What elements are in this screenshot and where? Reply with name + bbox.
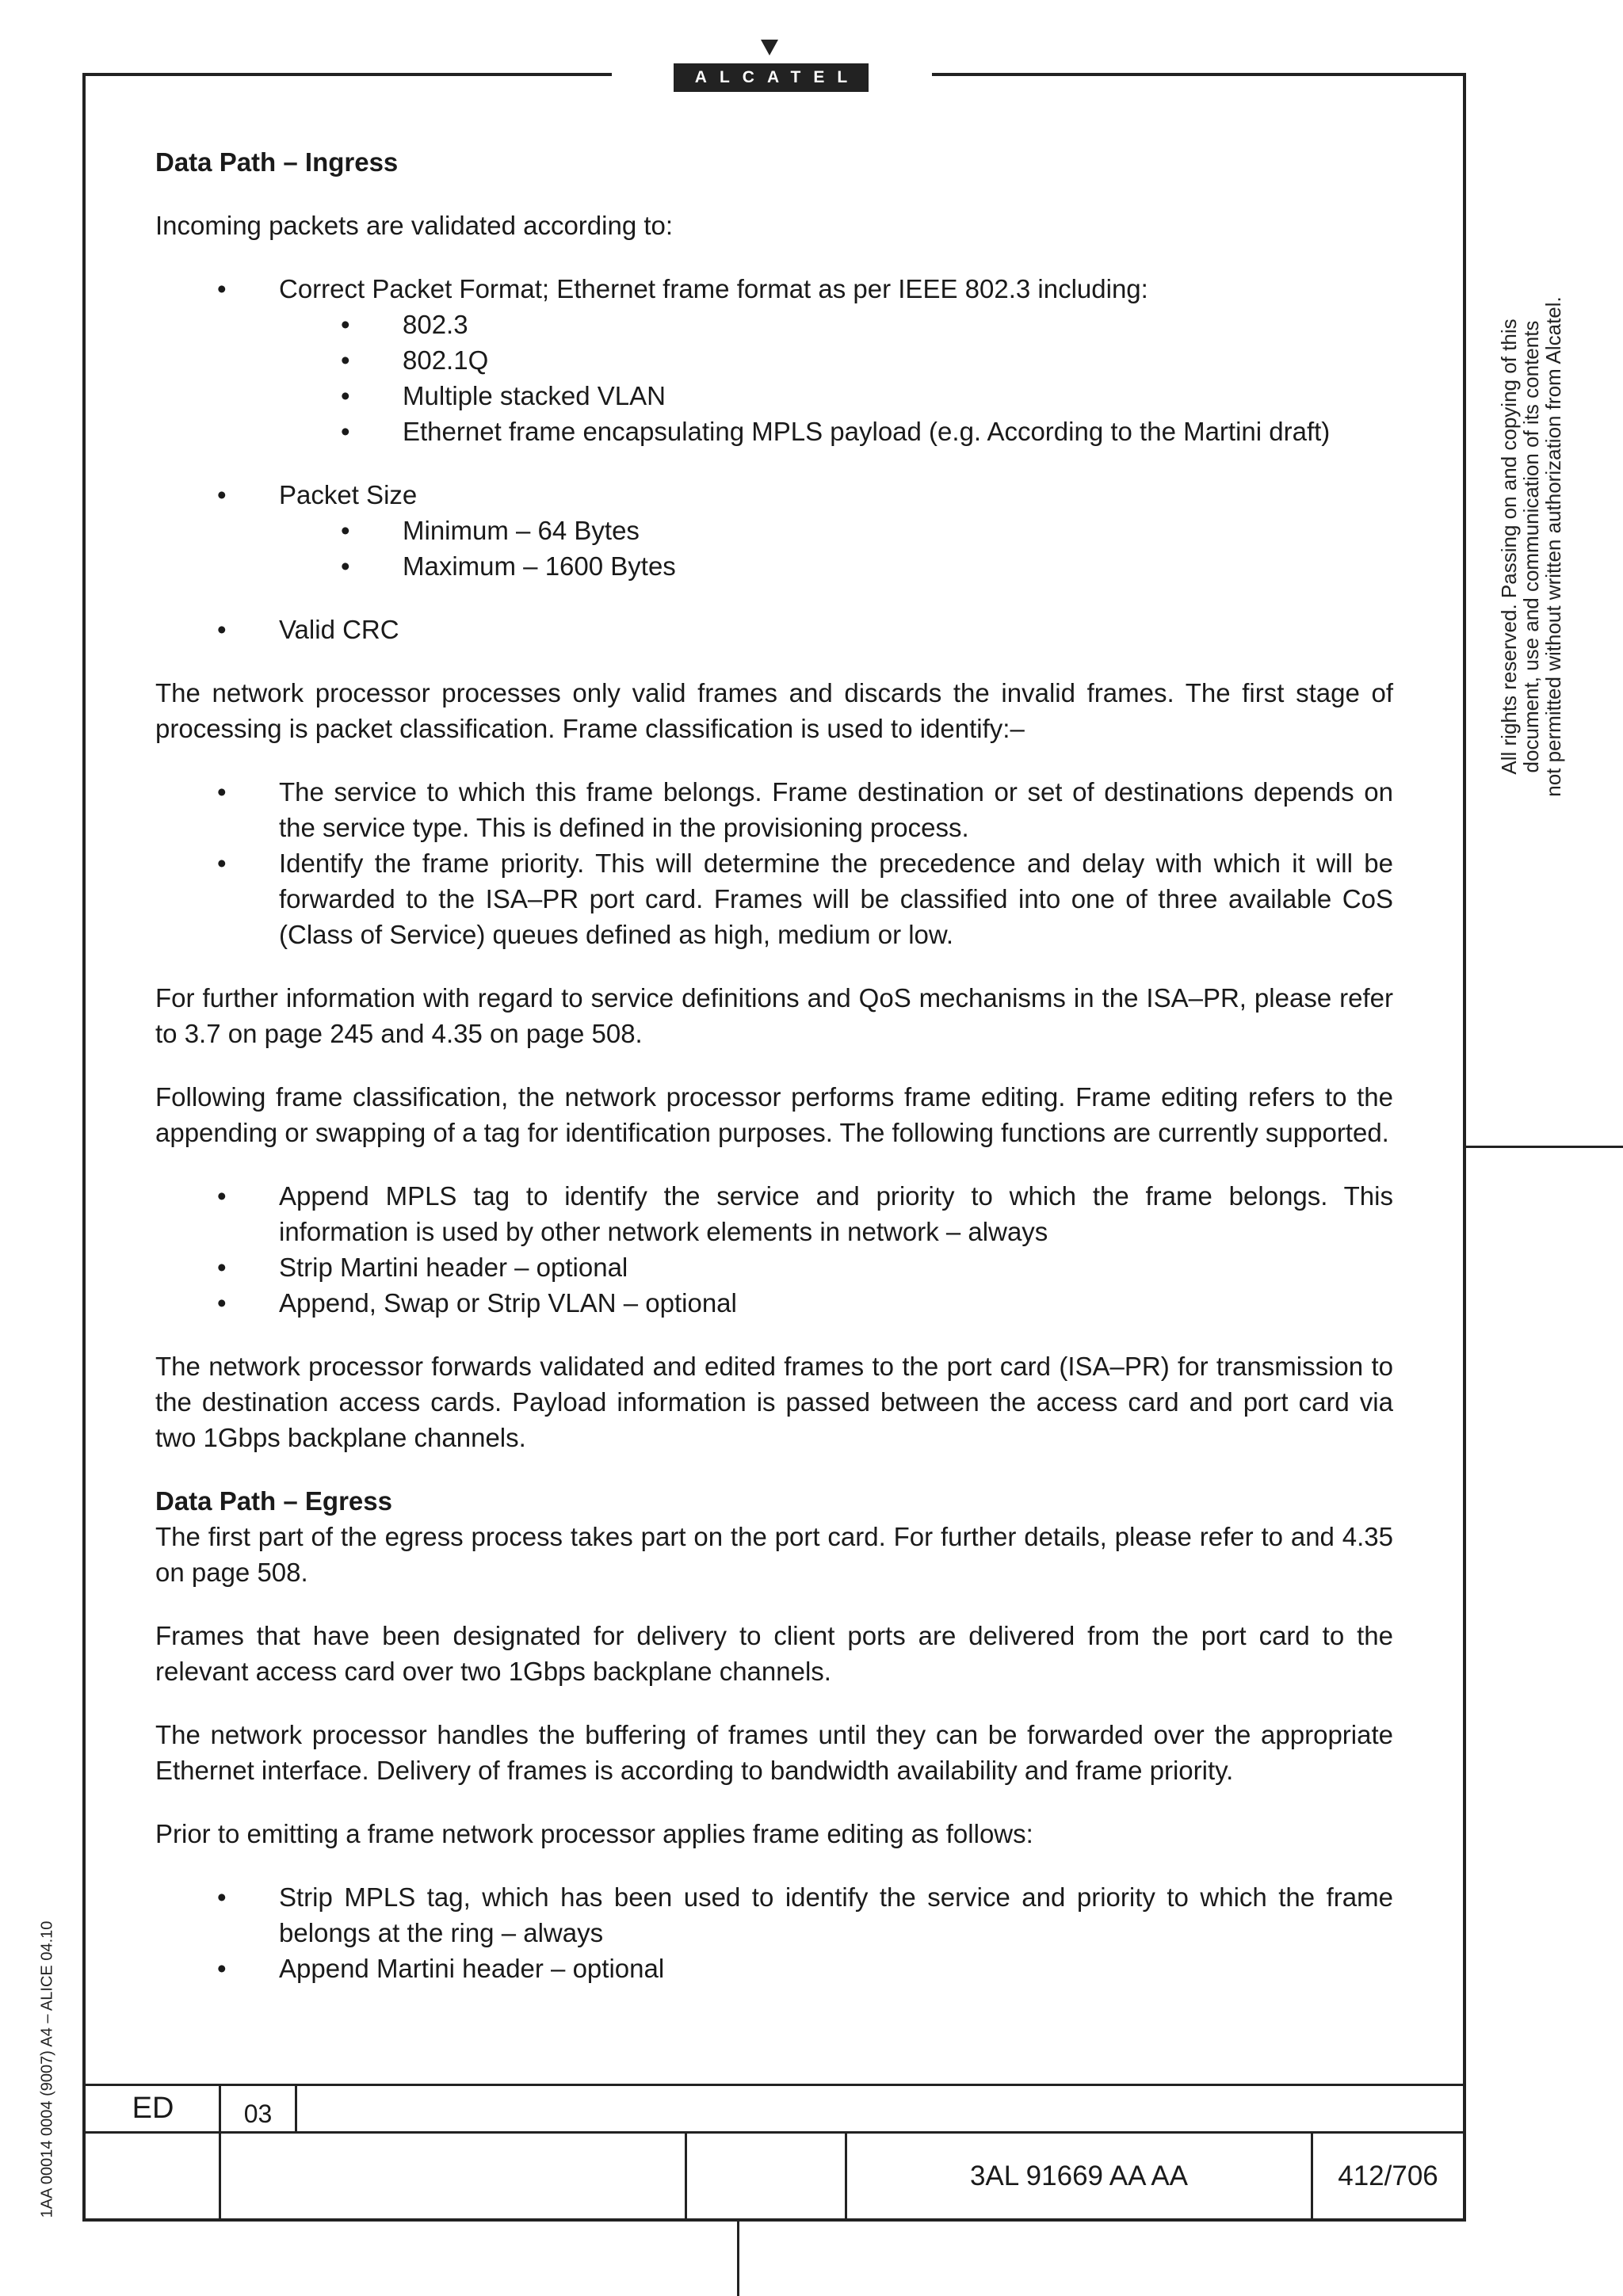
document-body: [155, 144, 1393, 2014]
logo-arrow-icon: [761, 40, 778, 55]
page-number: 412/706: [1338, 2161, 1438, 2191]
editing-functions-list: [155, 1178, 1393, 1321]
title-block-rule: [82, 2084, 1466, 2086]
section-heading-egress: Data Path – Egress: [155, 1486, 392, 1516]
title-block-divider: [295, 2084, 297, 2133]
frame-editing-paragraph: Following frame classification, the network processor performs frame editing. Frame editing refers to the appending or swapping of a tag for identification purposes. The following functions are currently supported.: [155, 1082, 1393, 1147]
egress-paragraph: The first part of the egress process takes part on the port card. For further details, please refer to and 4.35 on page 508.: [155, 1522, 1393, 1587]
sub-list-item: • Maximum – 1600 Bytes: [279, 548, 1393, 584]
validation-list: [155, 271, 1393, 449]
bottom-tick-mark: [737, 2220, 739, 2296]
frame-left-border: [82, 73, 86, 2222]
rights-notice: [1498, 261, 1564, 832]
frame-top-right-border: [932, 73, 1466, 76]
title-block-divider: [685, 2131, 687, 2220]
company-logo: [674, 40, 869, 95]
sub-list-item: • Ethernet frame encapsulating MPLS payload (e.g. According to the Martini draft): [279, 414, 1393, 449]
egress-paragraph: Frames that have been designated for delivery to client ports are delivered from the port card to the relevant access card over two 1Gbps backplane channels.: [155, 1621, 1393, 1686]
list-item: • Strip Martini header – optional: [155, 1249, 1393, 1285]
list-item-text: Correct Packet Format; Ethernet frame format as per IEEE 802.3 including:: [279, 274, 1148, 303]
sub-list-item: • Multiple stacked VLAN: [279, 378, 1393, 414]
forwarding-paragraph: The network processor forwards validated and edited frames to the port card (ISA–PR) for transmission to the destination access cards. Payload information is passed between the access card and port card via two 1Gbps backplane channels.: [155, 1352, 1393, 1452]
list-item: • The service to which this frame belongs. Frame destination or set of destinations depends on the service type. This is defined in the provisioning process.: [155, 774, 1393, 845]
egress-editing-list: [155, 1879, 1393, 1986]
list-item: • Append MPLS tag to identify the service and priority to which the frame belongs. This information is used by other network elements in network – always: [155, 1178, 1393, 1249]
margin-tick-mark: [1465, 1146, 1623, 1148]
list-item-text: Packet Size: [279, 480, 418, 509]
egress-paragraph: Prior to emitting a frame network processor applies frame editing as follows:: [155, 1819, 1033, 1848]
list-item: [155, 477, 1393, 584]
logo-text: ALCATEL: [674, 63, 869, 92]
section-heading-ingress: Data Path – Ingress: [155, 147, 399, 177]
sub-list-item: • 802.1Q: [279, 342, 1393, 378]
sub-list-item: • Minimum – 64 Bytes: [279, 513, 1393, 548]
rights-notice-line: document, use and communication of its contents: [1519, 320, 1543, 773]
rights-notice-line: All rights reserved. Passing on and copying of this: [1497, 318, 1521, 775]
sub-list-item: • 802.3: [279, 307, 1393, 342]
sub-list: [279, 307, 1393, 449]
validation-list: [155, 477, 1393, 584]
intro-paragraph: Incoming packets are validated according to:: [155, 211, 674, 240]
edition-number: 03: [243, 2100, 273, 2128]
classification-paragraph: The network processor processes only valid frames and discards the invalid frames. The first stage of processing is packet classification. Frame classification is used to identify:–: [155, 678, 1393, 743]
form-identifier: 1AA 00014 0004 (9007) A4 – ALICE 04.10: [38, 1920, 56, 2218]
sub-list: [279, 513, 1393, 584]
frame-bottom-border: [82, 2218, 1466, 2222]
classification-list: [155, 774, 1393, 952]
list-item: [155, 271, 1393, 449]
list-item: • Valid CRC: [155, 612, 1393, 647]
frame-top-left-border: [82, 73, 612, 76]
further-info-paragraph: For further information with regard to service definitions and QoS mechanisms in the ISA–PR, please refer to 3.7 on page 245 and 4.35 on page 508.: [155, 983, 1393, 1048]
list-item: • Identify the frame priority. This will determine the precedence and delay with which it will be forwarded to the ISA–PR port card. Frames will be classified into one of three available CoS (Class of Service) queues defined as high, medium or low.: [155, 845, 1393, 952]
edition-label: ED: [132, 2092, 174, 2125]
list-item: • Append Martini header – optional: [155, 1951, 1393, 1986]
list-item: • Strip MPLS tag, which has been used to identify the service and priority to which the frame belongs at the ring – always: [155, 1879, 1393, 1951]
rights-notice-line: not permitted without written authorization from Alcatel.: [1541, 296, 1565, 797]
title-block-rule: [82, 2131, 1466, 2134]
list-item: • Append, Swap or Strip VLAN – optional: [155, 1285, 1393, 1321]
document-number: 3AL 91669 AA AA: [969, 2161, 1189, 2191]
validation-list: [155, 612, 1393, 647]
egress-paragraph: The network processor handles the buffering of frames until they can be forwarded over the appropriate Ethernet interface. Delivery of frames is according to bandwidth availability and frame priority.: [155, 1720, 1393, 1785]
